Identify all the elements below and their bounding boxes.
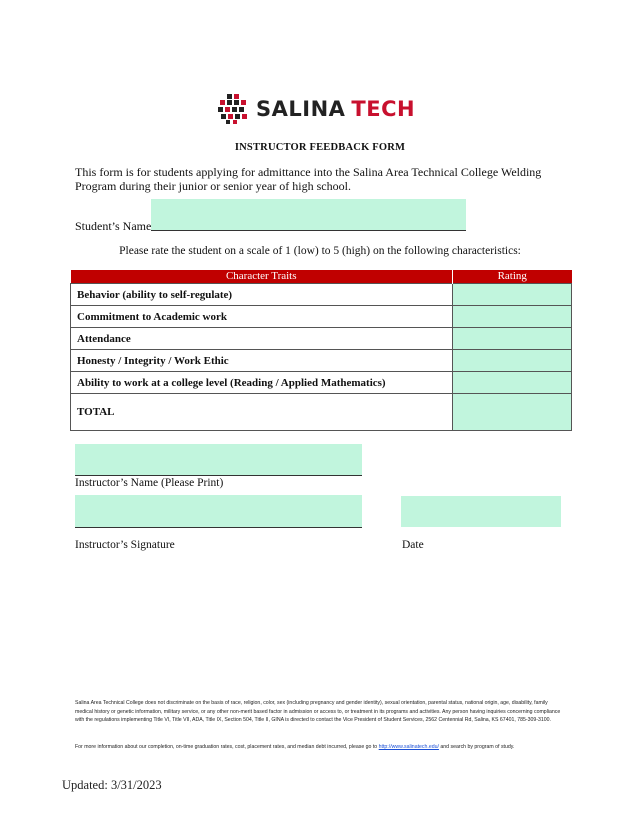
logo-word-tech: TECH <box>351 97 416 121</box>
table-row-total <box>71 394 572 431</box>
trait-total: TOTAL <box>71 394 453 431</box>
rating-field-total[interactable] <box>453 394 572 431</box>
rating-scale-instruction: Please rate the student on a scale of 1 (low) to 5 (high) on the following characteristics: <box>119 245 521 257</box>
table-row <box>71 328 572 350</box>
table-row <box>71 350 572 372</box>
instructor-name-field[interactable] <box>75 444 362 476</box>
instructor-signature-field[interactable] <box>75 495 362 528</box>
updated-date: Updated: 3/31/2023 <box>62 778 162 792</box>
table-row <box>71 306 572 328</box>
more-info-notice <box>75 743 565 752</box>
date-label: Date <box>402 539 424 551</box>
student-name-field[interactable] <box>151 199 466 231</box>
form-title: INSTRUCTOR FEEDBACK FORM <box>234 142 406 153</box>
table-header-row <box>71 270 572 284</box>
trait-commitment: Commitment to Academic work <box>71 306 453 328</box>
rating-field-behavior[interactable] <box>453 284 572 306</box>
student-name-label: Student’s Name <box>75 219 152 233</box>
trait-college-level: Ability to work at a college level (Reading / Applied Mathematics) <box>71 372 453 394</box>
rating-field-commitment[interactable] <box>453 306 572 328</box>
logo-mark-icon <box>218 94 248 124</box>
more-info-suffix: and search by program of study. <box>440 744 515 750</box>
logo-word-salina: SALINA <box>256 97 346 121</box>
rating-field-college-level[interactable] <box>453 372 572 394</box>
character-traits-table <box>70 270 572 431</box>
rating-field-honesty[interactable] <box>453 350 572 372</box>
non-discrimination-notice: Salina Area Technical College does not discriminate on the basis of race, religion, color, sex (including pregnancy and gender identity), sexual orientation, parental status, national origin, age, disability, family medical history or genetic information, military service, or any other non-merit based factor in admission or access to, or treatment in its programs and activities. Any person having inquiries concerning compliance with the regulations implementing Title VI, Title VII, ADA, Title IX, Section 504, Title II, GINA is directed to contact the Vice President of Student Services, 2562 Centennial Rd, Salina, KS 67401, 785-309-3100. <box>75 700 561 724</box>
more-info-prefix: For more information about our completion, on-time graduation rates, cost, placement rates, and median debt incurred, please go to <box>75 744 378 750</box>
trait-attendance: Attendance <box>71 328 453 350</box>
instructor-signature-label: Instructor’s Signature <box>75 539 175 551</box>
rating-field-attendance[interactable] <box>453 328 572 350</box>
salina-tech-logo <box>218 93 415 125</box>
intro-paragraph: This form is for students applying for admittance into the Salina Area Technical College Welding Program during their junior or senior year of high school. <box>75 165 542 193</box>
salinatech-link[interactable]: http://www.salinatech.edu/ <box>378 744 439 750</box>
trait-honesty: Honesty / Integrity / Work Ethic <box>71 350 453 372</box>
table-row <box>71 284 572 306</box>
trait-behavior: Behavior (ability to self-regulate) <box>71 284 453 306</box>
logo-wordmark <box>256 97 415 121</box>
date-field[interactable] <box>401 496 561 527</box>
instructor-name-label: Instructor’s Name (Please Print) <box>75 477 224 489</box>
header-rating: Rating <box>453 270 572 284</box>
header-character-traits: Character Traits <box>71 270 453 284</box>
table-row <box>71 372 572 394</box>
